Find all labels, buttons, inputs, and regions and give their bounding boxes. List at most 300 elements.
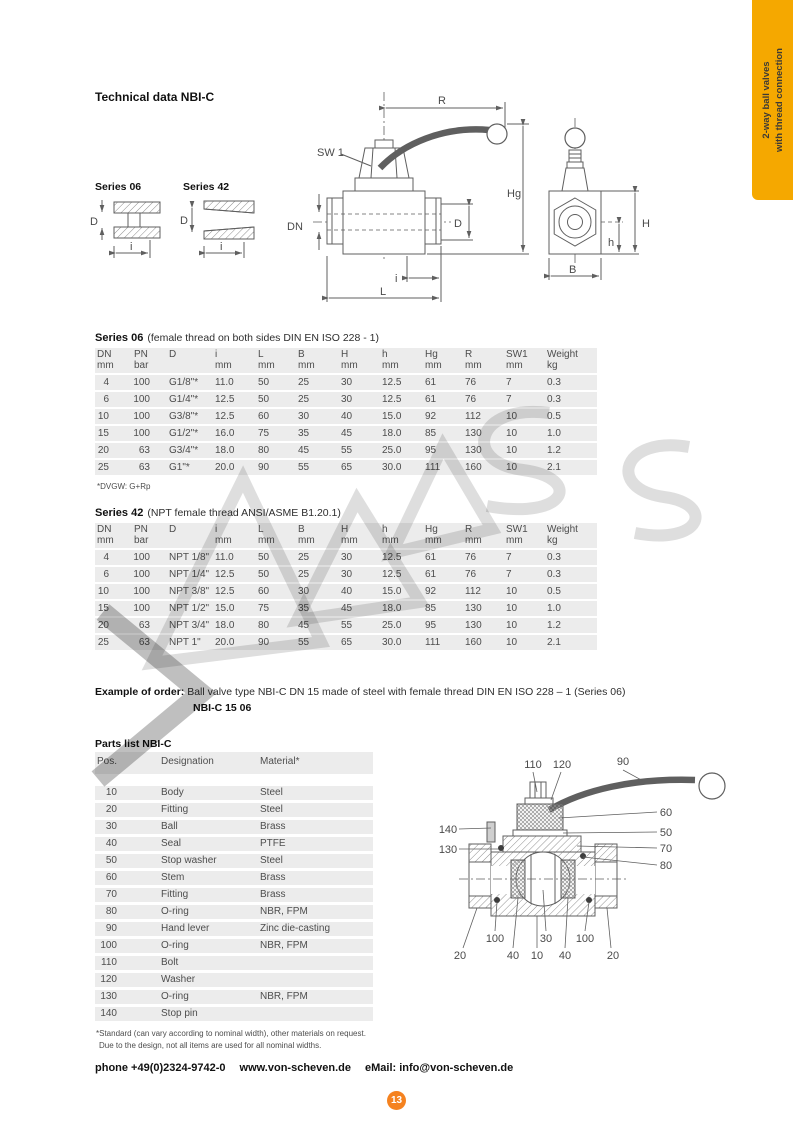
table-cell: 12.5 — [215, 411, 235, 422]
table-cell: 40 — [341, 586, 353, 597]
table-cell: 16.0 — [215, 428, 235, 439]
table-cell: 10 — [506, 586, 518, 597]
column-header: R mm — [465, 349, 482, 371]
table-row — [95, 973, 373, 987]
series42-subtitle: (NPT female thread ANSI/ASME B1.20.1) — [147, 507, 341, 519]
dim-label-D: D — [90, 216, 98, 228]
table-cell: 25.0 — [382, 620, 402, 631]
table-row — [95, 601, 597, 616]
table-cell: 50 — [258, 394, 270, 405]
table-row — [95, 837, 373, 851]
table-cell: 100 — [133, 569, 150, 580]
table-cell: 18.0 — [382, 603, 402, 614]
table-cell: 30 — [298, 586, 310, 597]
table-cell: 15 — [97, 428, 109, 439]
callout-130: 130 — [438, 844, 458, 856]
column-header: B mm — [298, 349, 315, 371]
table-cell: 11.0 — [215, 552, 234, 563]
table-cell: 92 — [425, 411, 437, 422]
table-cell: 80 — [258, 620, 270, 631]
series42-drawing-label: Series 42 — [183, 181, 230, 193]
table-cell: G3/8"* — [169, 411, 199, 422]
column-header: Designation — [161, 756, 214, 767]
table-cell: 85 — [425, 428, 437, 439]
order-example-code: NBI-C 15 06 — [193, 702, 252, 714]
table-cell: 12.5 — [382, 569, 402, 580]
table-row — [95, 871, 373, 885]
table-cell: 12.5 — [382, 377, 402, 388]
column-header: L mm — [258, 349, 275, 371]
table-cell: 10 — [506, 428, 518, 439]
table-cell: G1/2"* — [169, 428, 199, 439]
table-cell: 25 — [97, 637, 109, 648]
table-cell: 80 — [258, 445, 270, 456]
table-cell: 30 — [341, 377, 353, 388]
table-cell: 100 — [133, 586, 150, 597]
table-cell: 130 — [465, 620, 482, 631]
table-cell: 61 — [425, 394, 437, 405]
footer-email: eMail: info@von-scheven.de — [365, 1062, 514, 1074]
callout-70: 70 — [659, 843, 673, 855]
table-cell: NBR, FPM — [260, 906, 308, 917]
table-cell: Stem — [161, 872, 185, 883]
table-cell: Seal — [161, 838, 182, 849]
table-cell: 55 — [341, 620, 353, 631]
chapter-tab — [752, 0, 793, 200]
parts-footnote-2: Due to the design, not all items are used for all nominal widths. — [99, 1041, 322, 1050]
footer — [95, 1062, 513, 1074]
series06-drawing-label: Series 06 — [95, 181, 142, 193]
parts-list-table — [95, 752, 373, 1021]
table-cell: 1.2 — [547, 445, 561, 456]
table-cell: 130 — [465, 445, 482, 456]
table-cell: 1.2 — [547, 620, 561, 631]
callout-100a: 100 — [485, 933, 505, 945]
table-cell: 15.0 — [382, 586, 402, 597]
table-cell: 50 — [105, 855, 117, 866]
table-cell: 30 — [341, 394, 353, 405]
table-cell: 10 — [506, 462, 518, 473]
table-cell: Hand lever — [161, 923, 210, 934]
order-example-line — [95, 686, 625, 698]
table-cell: NPT 1" — [169, 637, 201, 648]
table-cell: NPT 3/4" — [169, 620, 210, 631]
series06-table-header — [95, 348, 597, 373]
table-cell: O-ring — [161, 991, 189, 1002]
table-cell: 100 — [100, 940, 117, 951]
table-cell: O-ring — [161, 906, 189, 917]
parts-table-header — [95, 752, 373, 774]
table-cell: Stop pin — [161, 1008, 198, 1019]
table-cell: 76 — [465, 394, 477, 405]
series06-subtitle: (female thread on both sides DIN EN ISO 228 - 1) — [147, 332, 380, 344]
table-cell: 55 — [341, 445, 353, 456]
dim-label-R: R — [438, 95, 446, 107]
table-cell: 76 — [465, 569, 477, 580]
dim-label-DN: DN — [287, 221, 303, 233]
table-row — [95, 567, 597, 582]
table-cell: 0.3 — [547, 377, 561, 388]
table-cell: 90 — [258, 462, 270, 473]
table-cell: 35 — [298, 603, 310, 614]
table-cell: 18.0 — [215, 620, 235, 631]
table-cell: Brass — [260, 821, 286, 832]
table-cell: 130 — [465, 603, 482, 614]
table-cell: 63 — [138, 620, 150, 631]
table-cell: 40 — [341, 411, 353, 422]
table-cell: Ball — [161, 821, 178, 832]
table-cell: 65 — [341, 462, 353, 473]
table-cell: 90 — [105, 923, 117, 934]
callout-40a: 40 — [506, 950, 520, 962]
table-cell: PTFE — [260, 838, 286, 849]
table-cell — [258, 973, 373, 987]
table-cell: 25 — [97, 462, 109, 473]
table-cell: 110 — [101, 957, 117, 968]
dim-label-i: i — [220, 241, 223, 253]
dim-label-h: h — [608, 237, 615, 249]
table-cell: 0.3 — [547, 394, 561, 405]
table-cell: 25 — [298, 394, 310, 405]
table-cell: 12.5 — [215, 586, 235, 597]
table-cell: Brass — [260, 872, 286, 883]
table-cell: Washer — [161, 974, 196, 985]
table-cell: 61 — [425, 377, 437, 388]
table-cell: Fitting — [161, 804, 189, 815]
table-cell: 63 — [138, 462, 150, 473]
table-cell: 75 — [258, 603, 270, 614]
callout-10: 10 — [530, 950, 544, 962]
callout-20a: 20 — [453, 950, 467, 962]
callout-30: 30 — [539, 933, 553, 945]
table-cell: 30.0 — [382, 637, 402, 648]
table-cell: 50 — [258, 377, 270, 388]
table-cell: 0.5 — [547, 411, 561, 422]
column-header: D — [169, 524, 177, 535]
table-cell: 61 — [425, 552, 437, 563]
series42-table-header — [95, 523, 597, 548]
table-cell: 12.5 — [215, 569, 235, 580]
callout-90: 90 — [616, 756, 630, 768]
table-cell: 11.0 — [215, 377, 234, 388]
table-row — [95, 409, 597, 424]
table-cell: 130 — [465, 428, 482, 439]
table-cell: 30 — [341, 552, 353, 563]
table-row — [95, 939, 373, 953]
valve-dimension-drawing — [283, 88, 683, 318]
table-cell: 1.0 — [547, 603, 561, 614]
table-cell: NBR, FPM — [260, 940, 308, 951]
table-cell: 95 — [425, 445, 437, 456]
column-header: R mm — [465, 524, 482, 546]
table-cell: 35 — [298, 428, 310, 439]
dim-label-H: H — [642, 218, 650, 230]
table-cell: NPT 1/2" — [169, 603, 210, 614]
series42-table — [95, 523, 597, 650]
table-cell: 20.0 — [215, 462, 235, 473]
table-cell: 10 — [506, 620, 518, 631]
table-cell: NPT 3/8" — [169, 586, 210, 597]
table-cell: 90 — [258, 637, 270, 648]
table-cell: 85 — [425, 603, 437, 614]
table-cell: 60 — [258, 411, 270, 422]
table-cell: 7 — [506, 552, 512, 563]
table-cell: 61 — [425, 569, 437, 580]
series42-section-drawing — [176, 196, 268, 274]
table-cell: 45 — [298, 445, 310, 456]
table-cell: 30 — [341, 569, 353, 580]
table-cell: Fitting — [161, 889, 189, 900]
table-cell: 45 — [341, 428, 353, 439]
series06-footnote: *DVGW: G+Rp — [97, 482, 151, 491]
table-cell: 12.5 — [382, 394, 402, 405]
callout-80: 80 — [659, 860, 673, 872]
table-cell: 100 — [133, 603, 150, 614]
parts-cross-section-diagram — [433, 748, 783, 973]
table-cell: 100 — [133, 394, 150, 405]
footer-phone: phone +49(0)2324-9742-0 — [95, 1062, 226, 1074]
table-cell: 80 — [105, 906, 117, 917]
table-cell: 15.0 — [215, 603, 235, 614]
table-cell: 4 — [103, 377, 109, 388]
table-cell: Steel — [260, 855, 283, 866]
table-cell: 6 — [103, 569, 109, 580]
table-cell: 111 — [425, 462, 441, 473]
table-cell: 76 — [465, 552, 477, 563]
table-cell: 12.5 — [215, 394, 235, 405]
table-cell: 20 — [97, 445, 109, 456]
table-cell: 7 — [506, 569, 512, 580]
table-cell: NPT 1/8" — [169, 552, 210, 563]
column-header: i mm — [215, 349, 232, 371]
table-cell: 100 — [133, 428, 150, 439]
table-cell: 60 — [105, 872, 117, 883]
table-cell: 12.5 — [382, 552, 402, 563]
dim-label-Hg: Hg — [507, 188, 522, 200]
table-cell: 70 — [105, 889, 117, 900]
column-header: B mm — [298, 524, 315, 546]
column-header: Weight kg — [547, 349, 578, 371]
table-cell: 160 — [465, 462, 482, 473]
table-cell: 10 — [506, 411, 518, 422]
table-cell: G3/4"* — [169, 445, 199, 456]
table-cell: 120 — [100, 974, 117, 985]
table-cell: 160 — [465, 637, 482, 648]
dim-label-B: B — [569, 264, 577, 276]
table-row — [95, 905, 373, 919]
table-cell: 10 — [506, 445, 518, 456]
table-cell: Steel — [260, 804, 283, 815]
table-cell: 92 — [425, 586, 437, 597]
column-header: H mm — [341, 524, 358, 546]
table-cell: G1"* — [169, 462, 190, 473]
dim-label-L: L — [380, 286, 387, 298]
column-header: DN mm — [97, 349, 114, 371]
series06-section-drawing — [88, 196, 173, 274]
table-cell: 112 — [465, 411, 481, 422]
table-cell: 20 — [97, 620, 109, 631]
table-row — [95, 635, 597, 650]
column-header: PN bar — [134, 524, 149, 546]
table-row — [95, 786, 373, 800]
table-cell: 30.0 — [382, 462, 402, 473]
chapter-tab-text — [752, 0, 793, 200]
table-cell: 7 — [506, 394, 512, 405]
table-cell: 25 — [298, 377, 310, 388]
callout-20b: 20 — [606, 950, 620, 962]
column-header: SW1 mm — [506, 349, 528, 371]
parts-footnote-1: *Standard (can vary according to nominal width), other materials on request. — [96, 1029, 366, 1038]
column-header: D — [169, 349, 177, 360]
dim-label-i: i — [130, 241, 133, 253]
table-cell: 25 — [298, 552, 310, 563]
table-cell: 1.0 — [547, 428, 561, 439]
table-cell: 76 — [465, 377, 477, 388]
footer-website: www.von-scheven.de — [239, 1062, 352, 1074]
table-cell: 55 — [298, 462, 310, 473]
table-cell: G1/8"* — [169, 377, 199, 388]
callout-50: 50 — [659, 827, 673, 839]
page-title: Technical data NBI-C — [95, 90, 215, 104]
callout-120: 120 — [552, 759, 572, 771]
callout-140: 140 — [438, 824, 458, 836]
table-row — [95, 956, 373, 970]
order-example-label: Example of order: — [95, 686, 185, 698]
table-row — [95, 550, 597, 565]
table-row — [95, 922, 373, 936]
table-cell: 10 — [506, 637, 518, 648]
table-cell: 25 — [298, 569, 310, 580]
table-cell: 10 — [105, 787, 117, 798]
column-header: L mm — [258, 524, 275, 546]
table-cell: 7 — [506, 377, 512, 388]
table-cell: Bolt — [161, 957, 179, 968]
table-cell: 6 — [103, 394, 109, 405]
table-cell: 50 — [258, 569, 270, 580]
table-row — [95, 392, 597, 407]
table-cell: 20 — [105, 804, 117, 815]
table-cell: NBR, FPM — [260, 991, 308, 1002]
table-cell: 50 — [258, 552, 270, 563]
table-cell: 15 — [97, 603, 109, 614]
table-cell: 60 — [258, 586, 270, 597]
table-cell: 95 — [425, 620, 437, 631]
table-cell: Stop washer — [161, 855, 217, 866]
table-cell: 10 — [97, 586, 109, 597]
table-row — [95, 854, 373, 868]
table-row — [95, 820, 373, 834]
column-header: i mm — [215, 524, 232, 546]
series06-table-title — [95, 332, 379, 344]
series42-title: Series 42 — [95, 507, 144, 519]
chapter-tab-line1: 2-way ball valves — [760, 61, 772, 139]
table-cell — [258, 1007, 373, 1021]
table-cell: 25.0 — [382, 445, 402, 456]
table-cell: 0.3 — [547, 569, 561, 580]
parts-table-body — [95, 786, 373, 1021]
column-header: H mm — [341, 349, 358, 371]
callout-40b: 40 — [558, 950, 572, 962]
table-cell: 100 — [133, 377, 150, 388]
table-cell: 63 — [138, 637, 150, 648]
column-header: Material* — [260, 756, 300, 767]
series42-table-title — [95, 507, 341, 519]
column-header: Pos. — [97, 756, 118, 767]
table-cell: 75 — [258, 428, 270, 439]
dim-label-i: i — [395, 273, 398, 285]
column-header: h mm — [382, 524, 399, 546]
order-example-text: Ball valve type NBI-C DN 15 made of steel with female thread DIN EN ISO 228 – 1 (Series 06) — [187, 686, 626, 698]
table-cell: 63 — [138, 445, 150, 456]
column-header: Hg mm — [425, 524, 442, 546]
callout-100b: 100 — [575, 933, 595, 945]
table-cell: 111 — [425, 637, 441, 648]
table-cell: 45 — [341, 603, 353, 614]
table-cell: 130 — [100, 991, 117, 1002]
table-cell: O-ring — [161, 940, 189, 951]
table-cell: Zinc die-casting — [260, 923, 331, 934]
table-cell: 40 — [105, 838, 117, 849]
parts-list-title: Parts list NBI-C — [95, 738, 172, 750]
column-header: Weight kg — [547, 524, 578, 546]
table-row — [95, 1007, 373, 1021]
page-number-badge: 13 — [387, 1091, 406, 1110]
table-row — [95, 426, 597, 441]
table-cell: 100 — [133, 552, 150, 563]
series06-title: Series 06 — [95, 332, 144, 344]
table-cell: 18.0 — [382, 428, 402, 439]
series42-table-body — [95, 550, 597, 650]
table-cell: Brass — [260, 889, 286, 900]
column-header: Hg mm — [425, 349, 442, 371]
series06-table — [95, 348, 597, 475]
dim-label-SW1: SW 1 — [317, 147, 344, 159]
table-cell: 15.0 — [382, 411, 402, 422]
table-row — [95, 803, 373, 817]
table-cell: Body — [161, 787, 184, 798]
dim-label-D: D — [454, 218, 462, 230]
table-row — [95, 375, 597, 390]
table-cell: 100 — [133, 411, 150, 422]
table-cell: 2.1 — [547, 637, 561, 648]
table-cell: 18.0 — [215, 445, 235, 456]
table-cell: 55 — [298, 637, 310, 648]
table-cell: 65 — [341, 637, 353, 648]
table-cell: 45 — [298, 620, 310, 631]
table-cell: 4 — [103, 552, 109, 563]
table-row — [95, 443, 597, 458]
dim-label-D: D — [180, 215, 188, 227]
series06-table-body — [95, 375, 597, 475]
callout-110: 110 — [524, 759, 542, 771]
table-cell: 112 — [465, 586, 481, 597]
table-cell: 2.1 — [547, 462, 561, 473]
table-cell: 10 — [506, 603, 518, 614]
table-cell: 20.0 — [215, 637, 235, 648]
table-row — [95, 888, 373, 902]
table-row — [95, 584, 597, 599]
column-header: SW1 mm — [506, 524, 528, 546]
table-cell: 30 — [298, 411, 310, 422]
table-cell: 10 — [97, 411, 109, 422]
column-header: h mm — [382, 349, 399, 371]
table-cell: G1/4"* — [169, 394, 199, 405]
table-cell: 0.5 — [547, 586, 561, 597]
table-row — [95, 460, 597, 475]
column-header: PN bar — [134, 349, 149, 371]
table-cell: 140 — [100, 1008, 117, 1019]
column-header: DN mm — [97, 524, 114, 546]
